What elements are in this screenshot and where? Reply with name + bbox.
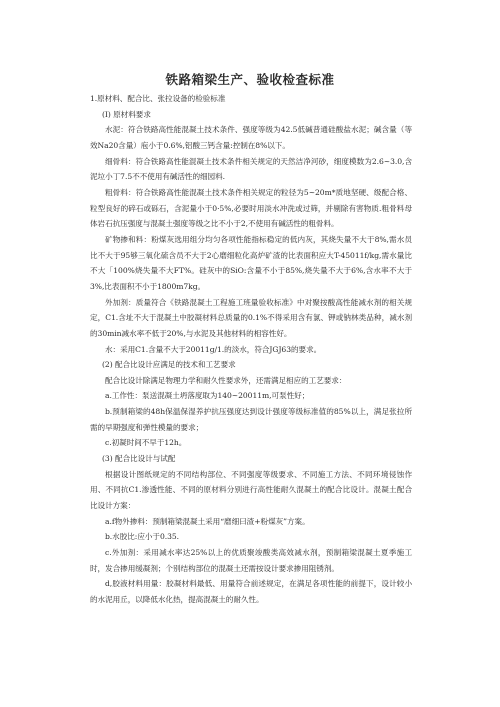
paragraph-fine-aggregate: 细骨料：符合铁路高性能混凝土技术条件相关规定的天然洁净河砂，细度模数为2.6~3.0,含泥垃小丁7.5不不使用有碱活性的细园料.: [90, 156, 412, 182]
paragraph-binder-amount: d,胶液材料用量：胶凝材料最低、用量符合前述规定，在满足各项性能的前提下，设计较小的水泥用丘，以降低水化热，提高混凝土的耐久性。: [90, 579, 412, 604]
document-title: 铁路箱梁生产、验收检查标准: [165, 72, 335, 87]
paragraph-early-strength: b.预制箱梁的48h保温保湿养护抗压强度达到设计强度等级标准值的85%以上，满足张拉所需的早期强度和弹性模量的要求；: [90, 407, 412, 432]
paragraph-mix-design-intro: 根据设计图纸规定的不同结构部位、不同强度等级要求、不同施工方法、不同环境侵蚀作用、不同抗C1.渗透性能、不同的原材料分别进行高性能耐久混凝土的配合比设计。混凝土配合比设计方案：: [90, 469, 412, 511]
subheading-raw-materials: (I) 原材料要求: [102, 109, 151, 119]
document-body: [90, 91, 412, 608]
paragraph-water: 水：采用C1.含量不大于20011ɡ∕1.的淡水，符合JGJ63的要求。: [105, 344, 322, 354]
paragraph-admixture-usage: c.外加剂：采用减水率达25%以上的优质聚竣酸类高效减水剂，预制箱梁混凝土夏季施工时，发合掺用缓凝剂；个别结构部位的混凝土还需按设计要求掺用阻锈剂。: [90, 548, 412, 573]
paragraph-setting-time: c.初凝时间不早于12h。: [105, 438, 187, 448]
paragraph-cement: 水泥：符合铁路高性能混凝土技术条件、强度等级为42.5低碱普通硅酸盐水泥；碱含量（等效Na20含量）庖小于0.6%,铝酸三钙含量:控制在8%以下。: [90, 125, 412, 150]
section-heading-materials: 1.原材料、配合比、张拉设备的检验标准: [90, 94, 226, 103]
paragraph-workability: a.工作性：泵送混凝土坍落度取为140~20011m,可泵性好；: [105, 391, 310, 401]
paragraph-admixture: 外加剂：质量符合《铁路混凝土工程施工班量验收标准》中对聚按酸高性能减水剂的相关规定，C1.含址不大于混凝土中胶凝材料总质量的0.1%不得采用含有氯、钾或钠林类品种，减水剂的30min减水率不低于20%,与水泥及其他材料的相容性好。: [90, 297, 412, 338]
paragraph-mineral-admixture: 矿物掺和料：粉煤灰选用组分均匀各项性能指标稳定的低内灰，其烧失量不大于8%,需水员比不大于95够三氧化硫含员不大于2心磨细粒化高炉矿渣的比表面积应大T-45011f/kg,需水量比不大「100%烧失量不大FT%。硅灰中的SiO:含量不小于85%,烧失量不大于6%,含水率不大于3%,比表面积不小于1800m7kg。: [90, 234, 412, 291]
paragraph-coarse-aggregate: 粗骨料：符合铁路高性能混凝土技术条件相关规定的粒径为5~20m*质地坚硬、级配合格、粒型良好的碎石或砾石，含泥量小于0·5%,必要时用淡水冲洗或过筛，并剔除有害物质.粗骨料母体岩石抗压强度与混凝土强度等级之比不小于2,不使用有碱活性的粗骨料。: [90, 187, 412, 229]
paragraph-mix-intro: 配合比设计除满足物理力学和耐久性要求外，还需满足相应的工艺要求：: [105, 375, 347, 385]
paragraph-water-binder-ratio: b.水胶比:应小于0.35.: [105, 532, 180, 542]
subheading-mix-requirements: (2) 配合比设计应满足的技术和工艺要求: [102, 360, 236, 370]
paragraph-additives: a.f物外掺料：预制箱梁混凝土采用“磨细曰渣+粉煤灰”方案。: [105, 516, 310, 526]
subheading-mix-design: (3) 配合比设计与试配: [102, 454, 176, 464]
